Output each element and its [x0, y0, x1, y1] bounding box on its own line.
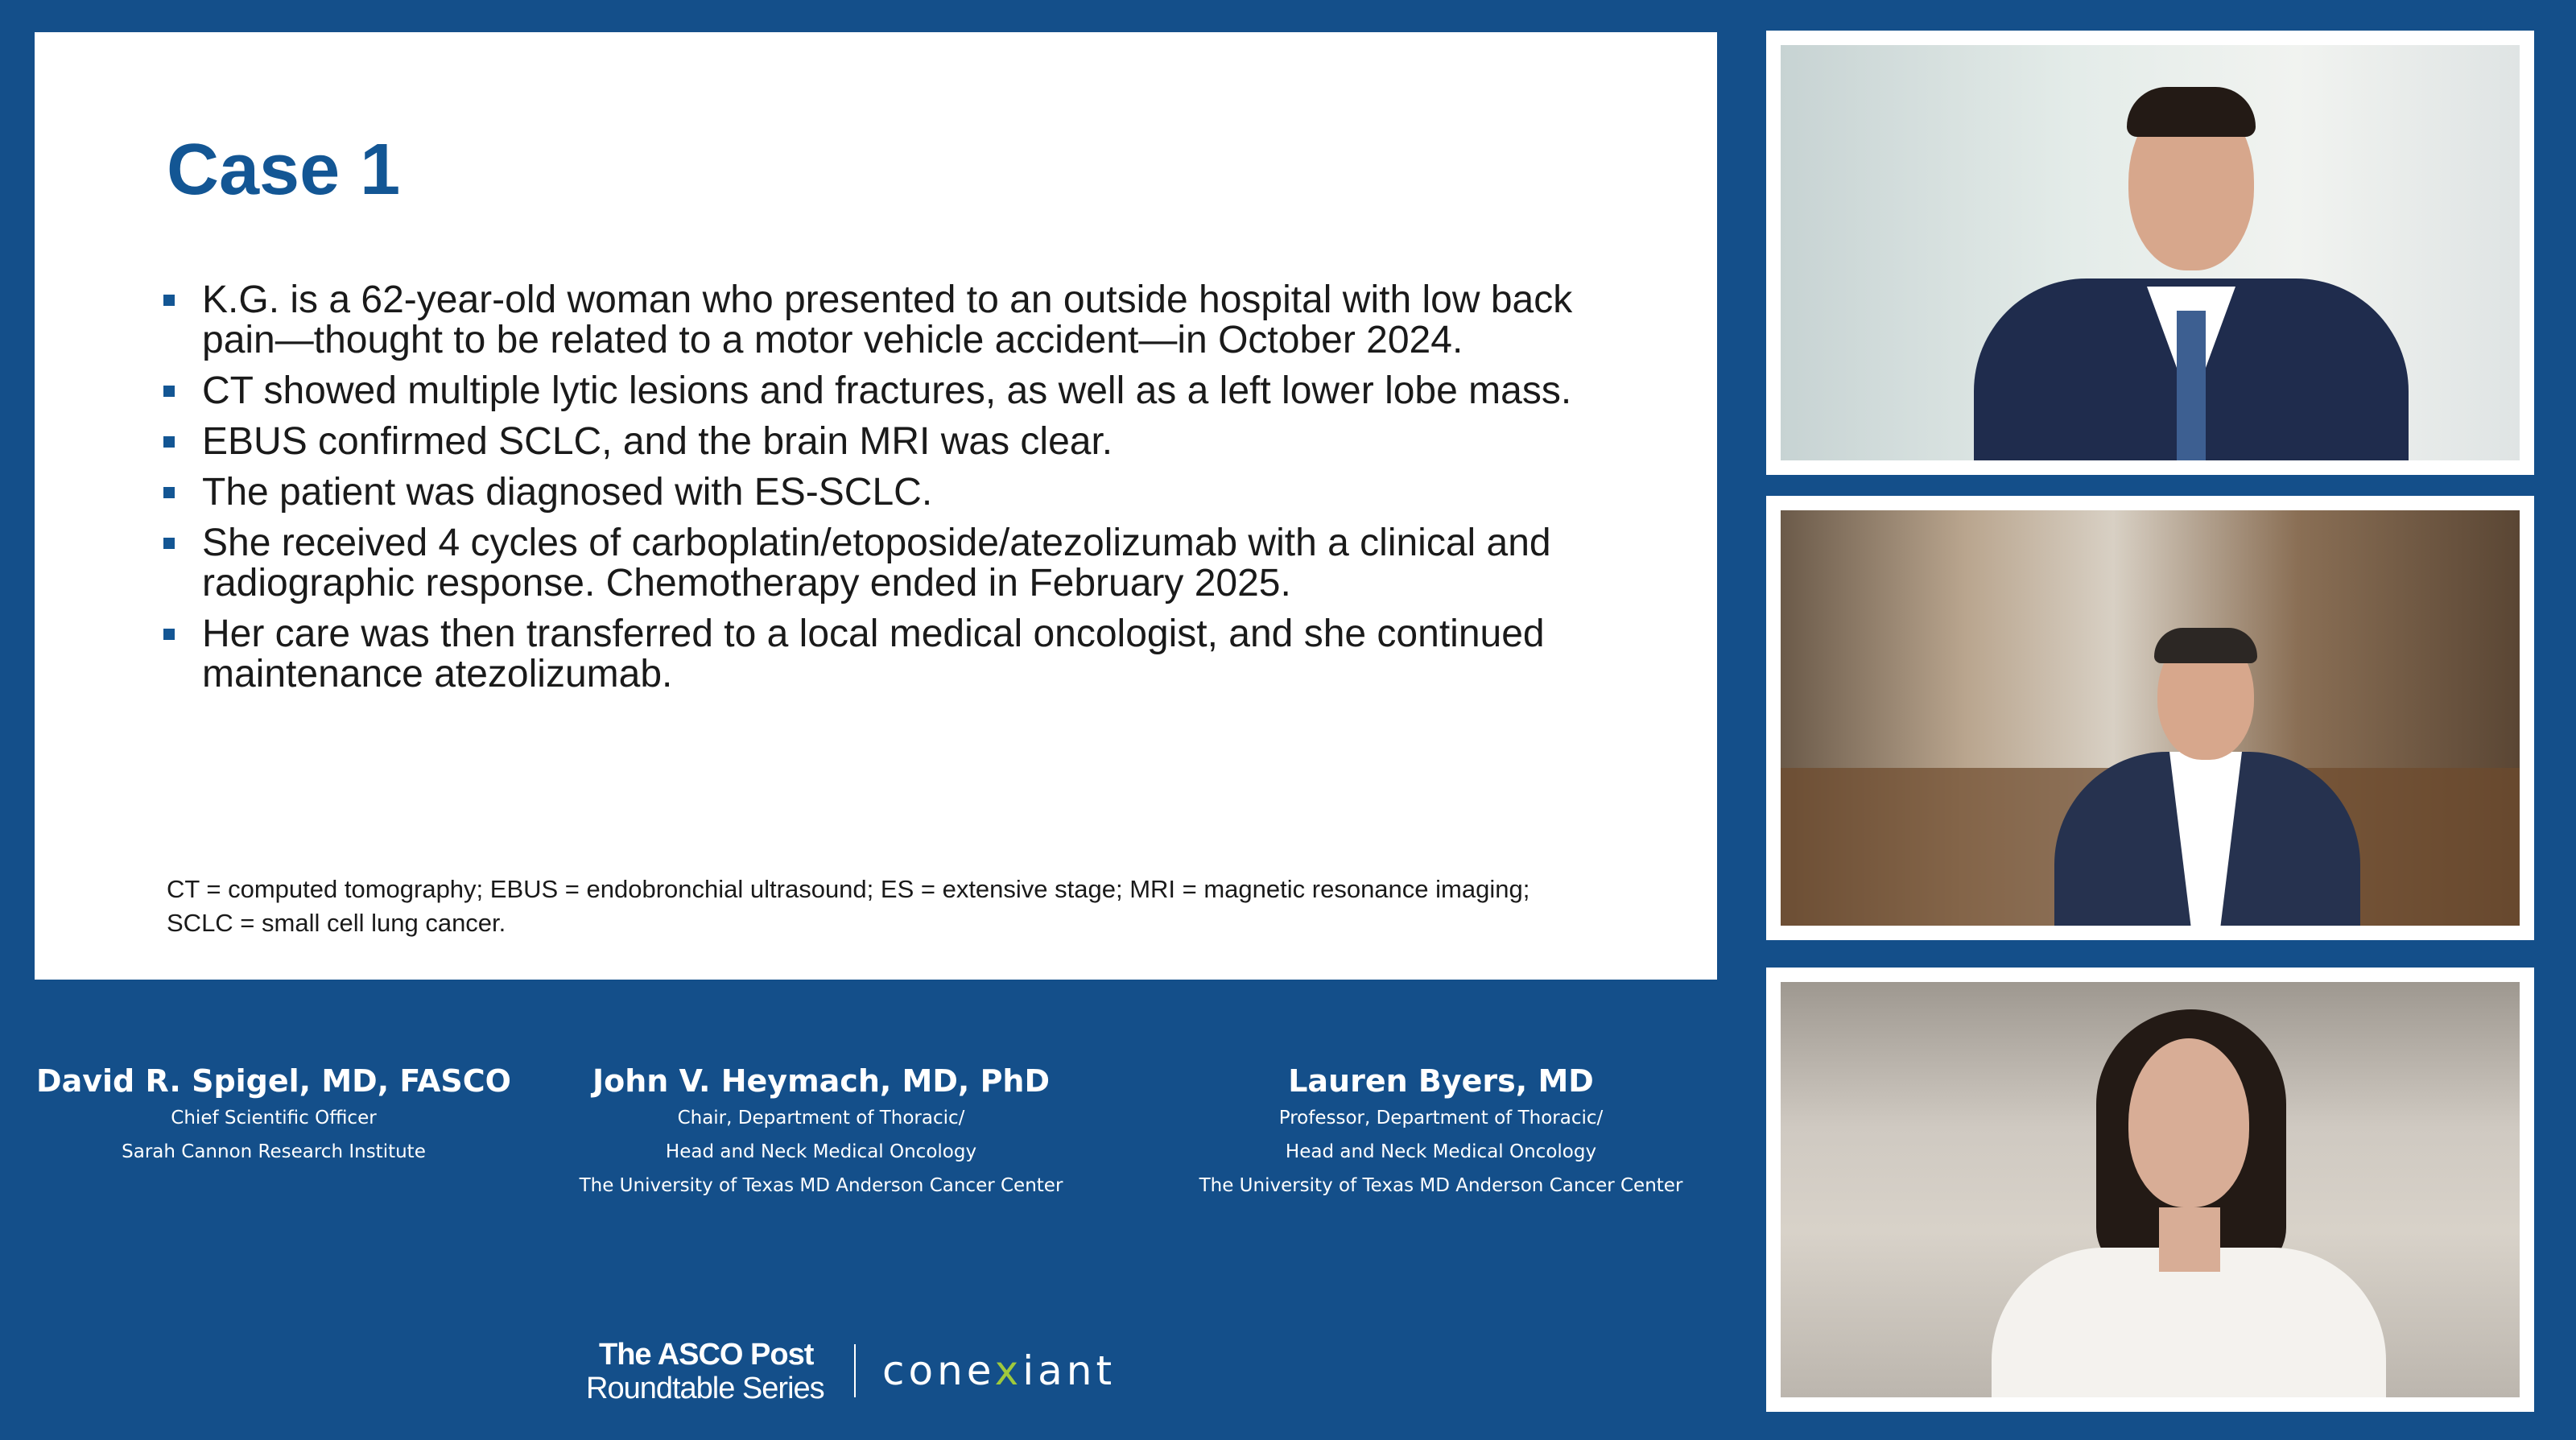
- speaker-role-line: Chief Scientific Officer: [171, 1108, 377, 1128]
- bullet-square-icon: [163, 386, 175, 397]
- bullet-square-icon: [163, 436, 175, 448]
- slide-footnote: CT = computed tomography; EBUS = endobronchial ultrasound; ES = extensive stage; MRI = magnetic resonance imaging; SCLC = small cell lung cancer.: [167, 875, 1530, 937]
- slide-bullet-text: CT showed multiple lytic lesions and fractures, as well as a left lower lobe mass.: [202, 369, 1572, 412]
- presentation-slide: [35, 32, 1717, 980]
- slide-bullet: [163, 422, 1645, 462]
- speaker-name: John V. Heymach, MD, PhD: [592, 1063, 1051, 1099]
- bullet-square-icon: [163, 487, 175, 498]
- slide-bullet: [163, 280, 1645, 361]
- slide-title: Case 1: [167, 130, 401, 210]
- speaker-role-line: The University of Texas MD Anderson Cancer Center: [579, 1175, 1063, 1196]
- speaker-role-line: Head and Neck Medical Oncology: [665, 1141, 977, 1162]
- slide-bullet-text: K.G. is a 62-year-old woman who presented to an outside hospital with low back pain—thought to be related to a motor vehicle accident—in October 2024.: [202, 279, 1573, 361]
- speaker-role-line: The University of Texas MD Anderson Cancer Center: [1199, 1175, 1683, 1196]
- bullet-square-icon: [163, 629, 175, 640]
- speaker-role-line: Sarah Cannon Research Institute: [122, 1141, 426, 1162]
- conexiant-logo-part: cone: [882, 1347, 995, 1394]
- slide-bullet: [163, 614, 1645, 695]
- video-feed-heymach: [1766, 496, 2534, 940]
- speaker-byers: [1175, 1061, 1707, 1203]
- video-feed-byers: [1766, 968, 2534, 1412]
- participant-video-male-icon: [1781, 510, 2520, 926]
- slide-bullet: [163, 371, 1645, 411]
- conexiant-logo: [882, 1347, 1116, 1394]
- asco-post-logo-title: The ASCO Post: [599, 1338, 814, 1372]
- slide-bullet-list: [163, 280, 1645, 705]
- bullet-square-icon: [163, 538, 175, 549]
- conexiant-logo-part: iant: [1022, 1347, 1117, 1394]
- slide-bullet: [163, 523, 1645, 604]
- speaker-role-line: Professor, Department of Thoracic/: [1278, 1108, 1604, 1128]
- speaker-spigel: [24, 1061, 523, 1169]
- speaker-name: David R. Spigel, MD, FASCO: [36, 1063, 511, 1099]
- bullet-square-icon: [163, 295, 175, 306]
- speaker-role-line: Head and Neck Medical Oncology: [1285, 1141, 1597, 1162]
- speaker-heymach: [555, 1061, 1087, 1203]
- slide-bullet: [163, 472, 1645, 513]
- slide-bullet-text: EBUS confirmed SCLC, and the brain MRI was clear.: [202, 420, 1113, 463]
- slide-bullet-text: The patient was diagnosed with ES-SCLC.: [202, 471, 933, 514]
- conexiant-logo-x: x: [994, 1347, 1023, 1394]
- asco-post-logo-subtitle: Roundtable Series: [586, 1372, 824, 1405]
- video-feed-spigel: [1766, 31, 2534, 475]
- speaker-name: Lauren Byers, MD: [1288, 1063, 1594, 1099]
- speaker-role-line: Chair, Department of Thoracic/: [677, 1108, 965, 1128]
- participant-video-female-icon: [1781, 982, 2520, 1397]
- logo-divider: [854, 1344, 856, 1397]
- slide-bullet-text: She received 4 cycles of carboplatin/etoposide/atezolizumab with a clinical and radiographic response. Chemotherapy ended in February 2025.: [202, 522, 1551, 604]
- participant-video-male-icon: [1781, 45, 2520, 460]
- slide-bullet-text: Her care was then transferred to a local medical oncologist, and she continued maintenance atezolizumab.: [202, 613, 1545, 695]
